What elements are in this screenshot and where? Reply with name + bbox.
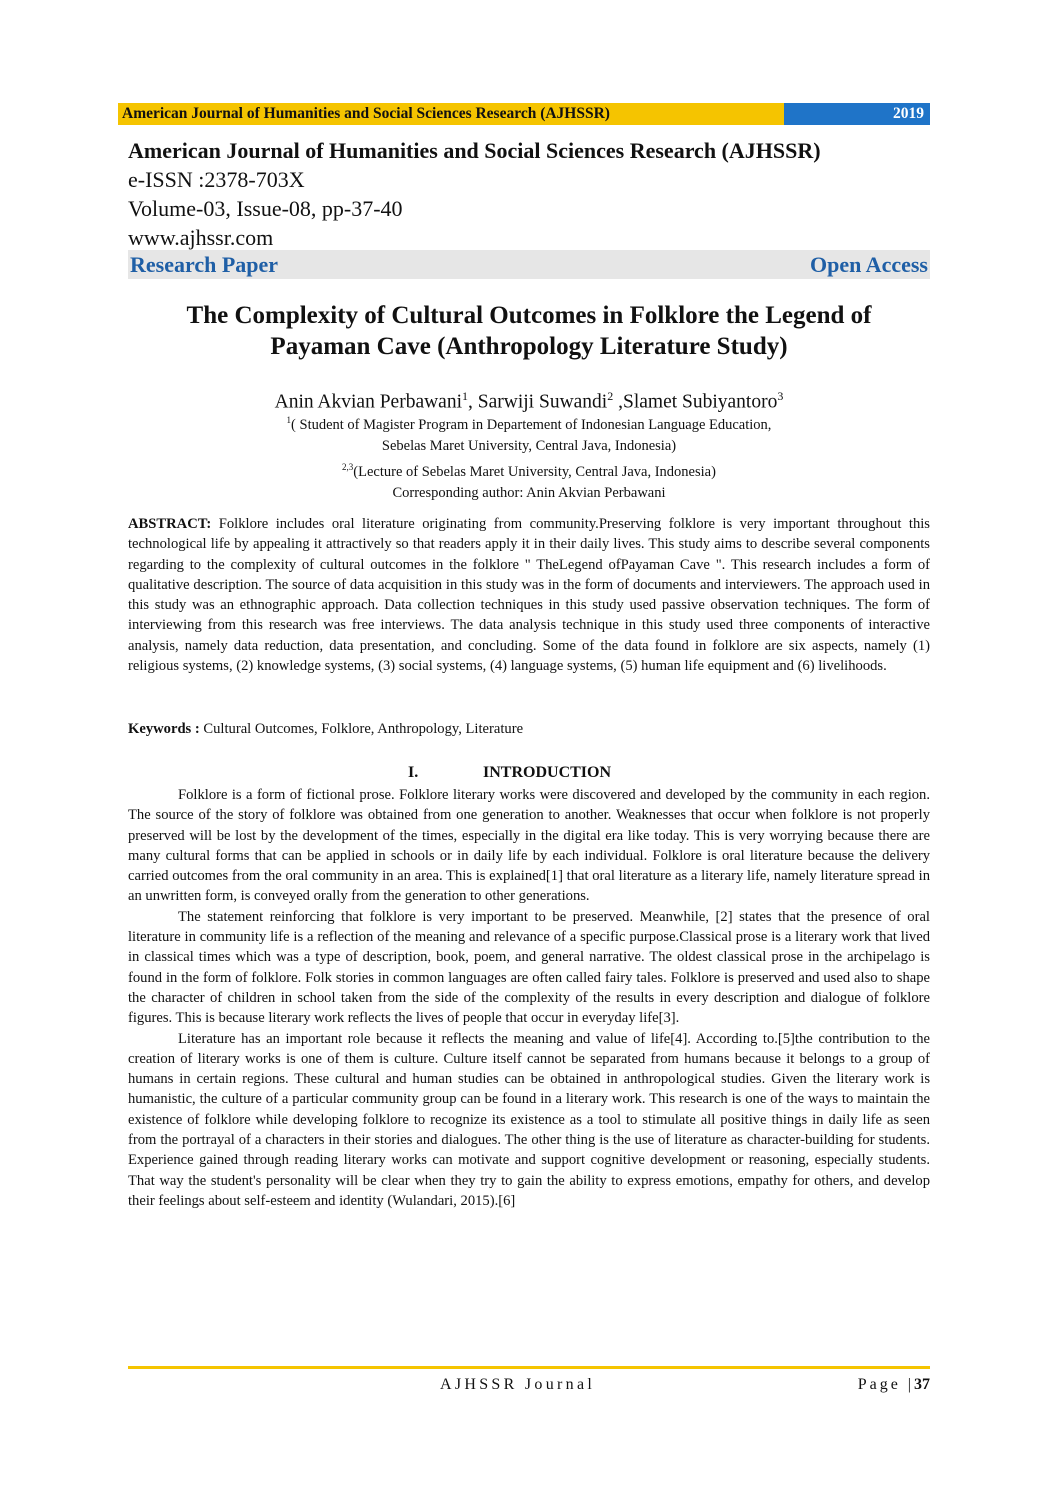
- masthead-issn: e-ISSN :2378-703X: [128, 167, 305, 192]
- body-paragraph: Literature has an important role because it reflects the meaning and value of life[4]. According to.[5]the contribution to the creation of literary works is one of them is culture. Culture itself cannot be separated from humans because it belongs to a group of humans in certain regions. These cultural and human studies can be obtained in anthropological studies. Given the literary work is humanistic, the culture of a particular community group can be found in a literary work. This research is one of the ways to maintain the existence of folklore while developing folklore to recognize its existence as a tool to stimulate all positive things in daily life as seen from the portrayal of a characters in their stories and dialogues. The other thing is the use of literature as character-building for students. Experience gained through reading literary works can motivate and support cognitive development or reasoning, especially students. That way the student's personality will be clear when they try to gain the ability to express emotions, empathy for others, and develop their feelings about self-esteem and identity (Wulandari, 2015).[6]: [128, 1030, 930, 1209]
- open-access-label: Open Access: [810, 251, 928, 277]
- masthead: [128, 136, 930, 252]
- masthead-journal-title: American Journal of Humanities and Social Sciences Research (AJHSSR): [128, 138, 821, 163]
- paper-type-label: Research Paper: [130, 251, 279, 277]
- paper-title-line-2: Payaman Cave (Anthropology Literature Study): [270, 333, 788, 360]
- body-paragraph: Folklore is a form of fictional prose. Folklore literary works were discovered and developed by the community in each region. The source of the story of folklore was obtained from one generation to another. Weaknesses that occur when folklore is not properly preserved will be lost by the development of the times, especially in the digital era like today. This is very worrying because there are many cultural forms that can be applied in schools or in daily life by each individual. Folklore is oral literature because the delivery carried outcomes from the oral community in an area. This is explained[1] that oral literature as a literary life, namely literature spread in an unwritten form, is conveyed orally from the generation to other generations.: [128, 787, 930, 905]
- affiliation-2: [128, 457, 930, 483]
- author-sup: 2: [607, 389, 614, 403]
- author-name: Sarwiji Suwandi: [477, 391, 608, 413]
- paper-title: [128, 300, 930, 362]
- keywords: [128, 719, 930, 739]
- keywords-text: Cultural Outcomes, Folklore, Anthropology, Literature: [199, 721, 524, 737]
- journal-header-bar: [118, 103, 930, 125]
- author-sup: 1: [462, 389, 469, 403]
- author-sup: 3: [777, 389, 784, 403]
- section-title: INTRODUCTION: [483, 764, 612, 781]
- footer-page-number: 37: [914, 1376, 930, 1393]
- section-number: I.: [408, 764, 419, 781]
- footer-page-label: Page |: [857, 1376, 914, 1393]
- paper-title-line-1: The Complexity of Cultural Outcomes in Folklore the Legend of: [186, 302, 872, 329]
- journal-header-year: 2019: [784, 103, 930, 125]
- affiliation-2-sup: 2,3: [342, 461, 354, 472]
- body-text: [128, 785, 930, 1211]
- affiliation-1-text: ( Student of Magister Program in Departement of Indonesian Language Education,: [291, 416, 772, 433]
- author-name: Slamet Subiyantoro: [622, 391, 778, 413]
- affiliation-1-line-2: Sebelas Maret University, Central Java, Indonesia): [381, 437, 677, 454]
- body-paragraph: The statement reinforcing that folklore is very important to be preserved. Meanwhile, [2] states that the presence of oral literature in community life is a reflection of the meaning and relevance of a specific purpose.Classical prose is a literary work that lived in classical times which was a type of description, book, poem, and general narrative. The oldest classical prose in the archipelago is found in the form of folklore. Folk stories in common languages are often called fairy tales. Folklore is preserved and used also to shape the character of children in school taken from the side of the complexity of the results in every description and dialogue of folklore figures. This is because literary work reflects the lives of people that occur in everyday life[3].: [128, 908, 930, 1027]
- affiliations: [128, 410, 930, 504]
- author-name: Anin Akvian Perbawani: [274, 391, 463, 413]
- keywords-label: Keywords :: [128, 721, 200, 737]
- author-separator: ,: [468, 391, 478, 413]
- paper-type-bar: [128, 250, 930, 279]
- affiliation-1-sup: 1: [286, 415, 292, 425]
- author-separator: ,: [613, 391, 623, 413]
- affiliation-1-line-1: [128, 410, 930, 436]
- footer-journal: AJHSSR Journal: [440, 1376, 596, 1393]
- corresponding-author: Corresponding author: Anin Akvian Perbawani: [392, 484, 666, 501]
- journal-header-title: American Journal of Humanities and Social Sciences Research (AJHSSR): [118, 103, 784, 125]
- footer-divider: [128, 1366, 930, 1369]
- abstract-text: Folklore includes oral literature originating from community.Preserving folklore is very important throughout this technological life by appealing it attractively so that readers apply it in their daily lives. This study aims to describe several components regarding to the complexity of cultural outcomes in the folklore " TheLegend ofPayaman Cave ". This research includes a form of qualitative description. The source of data acquisition in this study was in the form of documents and interviewers. The approach used in this study was an ethnographic approach. Data collection techniques in this study used passive observation techniques. The form of interviewing from this research was free interviews. The data analysis technique in this study used three components of interactive analysis, namely data reduction, data presentation, and concluding. Some of the data found in folklore are six aspects, namely (1) religious systems, (2) knowledge systems, (3) social systems, (4) language systems, (5) human life equipment and (6) livelihoods.: [128, 516, 930, 675]
- abstract-label: ABSTRACT:: [128, 516, 212, 532]
- abstract: [128, 514, 930, 676]
- footer-page: [858, 1374, 930, 1396]
- masthead-website-link[interactable]: www.ajhssr.com: [128, 225, 274, 250]
- affiliation-2-text: (Lecture of Sebelas Maret University, Central Java, Indonesia): [353, 463, 716, 480]
- masthead-volume: Volume-03, Issue-08, pp-37-40: [128, 196, 403, 221]
